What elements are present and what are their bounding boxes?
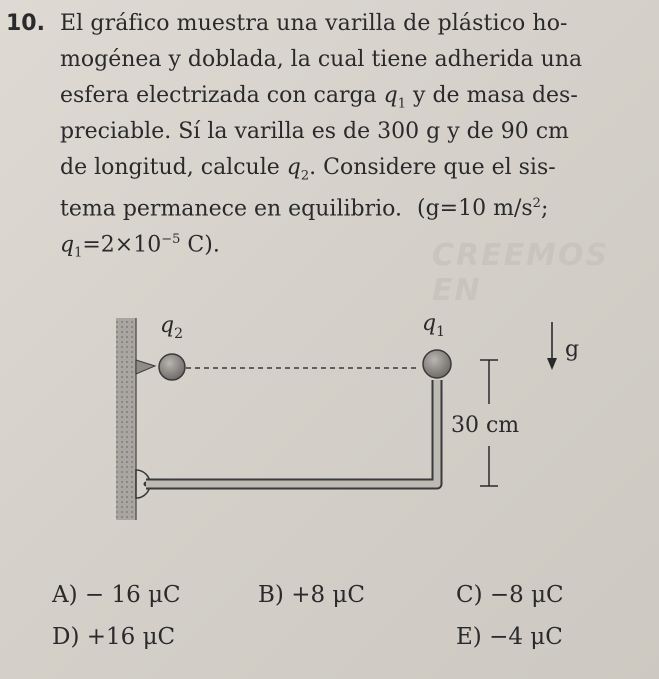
problem-line-5-tail: . Considere que el sis- xyxy=(309,155,556,180)
q1-symbol: q xyxy=(383,83,398,108)
option-b-letter: B) xyxy=(258,582,284,608)
label-q1-symbol: q xyxy=(422,311,437,336)
charge-q1-symbol: q xyxy=(60,232,75,258)
option-a xyxy=(52,582,181,608)
option-b xyxy=(258,582,365,608)
option-a-letter: A) xyxy=(52,582,78,608)
problem-line-6-text: tema permanece en equilibrio. xyxy=(60,196,402,222)
problem-line-4: preciable. Sí la varilla es de 300 g y de 90 cm xyxy=(60,119,569,144)
watermark: CREEMOS EN xyxy=(432,238,610,308)
label-g: g xyxy=(565,337,580,362)
q2-subscript: 2 xyxy=(300,168,310,184)
q2-symbol: q xyxy=(286,155,301,180)
problem-line-2: mogénea y doblada, la cual tiene adherida una xyxy=(60,47,583,72)
option-d xyxy=(52,624,175,650)
charge-expression: =2×10 xyxy=(82,232,162,258)
label-q1-subscript: 1 xyxy=(436,324,446,340)
option-d-letter: D) xyxy=(52,624,80,650)
label-q2-symbol: q xyxy=(160,313,175,338)
option-e-value: −4 μC xyxy=(489,624,563,650)
problem-line-6-tail: ; xyxy=(540,196,549,222)
option-a-value: − 16 μC xyxy=(84,582,181,608)
option-d-value: +16 μC xyxy=(86,624,176,650)
label-height: 30 cm xyxy=(451,413,520,438)
option-c-letter: C) xyxy=(456,582,483,608)
option-e-letter: E) xyxy=(456,624,482,650)
option-c-value: −8 μC xyxy=(489,582,564,608)
problem-line-1: El gráfico muestra una varilla de plástico ho- xyxy=(60,11,568,36)
problem-line-3-tail: y de masa des- xyxy=(413,83,578,108)
option-c xyxy=(456,582,564,608)
option-e xyxy=(456,624,563,650)
gravity-exponent: 2 xyxy=(532,196,541,211)
problem-line-3-text: esfera electrizada con carga xyxy=(60,83,377,108)
gravity-expression: (g=10 m/s xyxy=(417,196,533,222)
charge-q1-subscript: 1 xyxy=(74,245,83,261)
label-q2-subscript: 2 xyxy=(174,326,184,342)
charge-exponent: −5 xyxy=(161,232,181,247)
option-b-value: +8 μC xyxy=(291,582,365,608)
q1-subscript: 1 xyxy=(397,96,407,112)
problem-line-7-tail: C). xyxy=(187,232,220,258)
problem-number: 10. xyxy=(6,11,45,36)
problem-line-5-text: de longitud, calcule xyxy=(60,155,280,180)
